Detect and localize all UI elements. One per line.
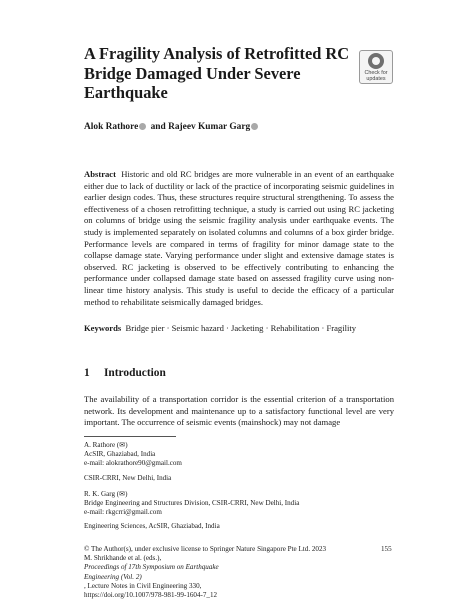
footnote-line: Engineering Sciences, AcSIR, Ghaziabad, India xyxy=(84,522,220,530)
orcid-icon[interactable] xyxy=(139,123,146,130)
page-number: 155 xyxy=(381,545,392,553)
title-line: Earthquake xyxy=(84,83,168,102)
footnote-line: R. K. Garg (✉) xyxy=(84,490,128,498)
author-connector: and xyxy=(150,122,166,132)
footnote-line[interactable]: e-mail: rkgcrri@gmail.com xyxy=(84,508,162,517)
author-name: Alok Rathore xyxy=(84,122,139,132)
abstract-label: Abstract xyxy=(84,169,116,179)
check-updates-icon xyxy=(368,53,384,69)
keywords xyxy=(84,323,394,335)
section-title: Introduction xyxy=(104,367,166,379)
footnote-line: A. Rathore (✉) xyxy=(84,441,128,449)
series-text: , Lecture Notes in Civil Engineering 330, xyxy=(84,581,202,590)
check-updates-text: updates xyxy=(366,76,386,82)
check-updates-label xyxy=(360,70,392,82)
footnote-affiliation xyxy=(84,490,404,518)
copyright-notice xyxy=(84,545,384,600)
title-line: A Fragility Analysis of Retrofitted RC xyxy=(84,44,350,63)
footnote-affiliation xyxy=(84,474,404,483)
abstract-text: Historic and old RC bridges are more vulnerable in an event of an earthquake either due to lack of ductility or lack of the practice of incorporating seismic guidelines in earlier design codes. Thus, these structures require structural strengthening. To assess the effectiveness of a chosen retrofitting technique, a study is carried out using RC jacketing on columns of bridge using the seismic fragility analysis under earthquake events. The study is implemented separately on isolated columns and columns of a box girder bridge. Performance levels are compared in terms of fragility for minor damage state to the collapse damage state. Varying performance under slight and extensive damage states is observed. RC jacketing is observed to be effectively contributing to enhancing the performance under collapsed damage state based on assessed fragility curve using non-linear time history analysis. This study is useful to decide the efficacy of a particular method to rehabilitate seismically damaged bridges. xyxy=(84,169,395,307)
copyright-line: © The Author(s), under exclusive license to Springer Nature Singapore Pte Ltd. 2023 xyxy=(84,545,327,553)
title-line: Bridge Damaged Under Severe xyxy=(84,63,301,83)
orcid-icon[interactable] xyxy=(251,123,258,130)
footnote-line[interactable]: e-mail: alokrathore90@gmail.com xyxy=(84,459,182,468)
abstract xyxy=(84,169,394,308)
proceedings-title: Engineering (Vol. 2) xyxy=(84,572,142,581)
keywords-label: Keywords xyxy=(84,323,122,333)
footnote-line: AcSIR, Ghaziabad, India xyxy=(84,450,156,459)
copyright-line xyxy=(84,573,384,591)
section-heading xyxy=(84,367,166,379)
footnote-line: CSIR-CRRI, New Delhi, India xyxy=(84,474,172,482)
check-for-updates-badge[interactable] xyxy=(359,50,393,84)
editors-text: M. Shrikhande et al. (eds.), xyxy=(84,554,162,563)
author-name: Rajeev Kumar Garg xyxy=(168,122,251,132)
footnote-divider xyxy=(84,436,176,437)
keywords-text: Bridge pier · Seismic hazard · Jacketing · Rehabilitation · Fragility xyxy=(125,323,357,333)
body-paragraph: The availability of a transportation corridor is the essential criterion of a transportation network. Its development and maintenance up to a satisfactory functional level are very important. The occurrence of seismic events (mainshock) may not damage xyxy=(84,394,394,428)
footnote-affiliation xyxy=(84,441,404,469)
check-updates-text: Check for xyxy=(364,70,388,76)
footnote-affiliation xyxy=(84,522,404,531)
proceedings-title: Proceedings of 17th Symposium on Earthquake xyxy=(84,563,219,572)
section-number: 1 xyxy=(84,367,90,379)
paper-title xyxy=(84,44,354,103)
copyright-line xyxy=(84,554,384,572)
author-line xyxy=(84,122,260,132)
footnote-line: Bridge Engineering and Structures Division, CSIR-CRRI, New Delhi, India xyxy=(84,499,300,508)
doi-link[interactable]: https://doi.org/10.1007/978-981-99-1604-7_12 xyxy=(84,591,218,600)
